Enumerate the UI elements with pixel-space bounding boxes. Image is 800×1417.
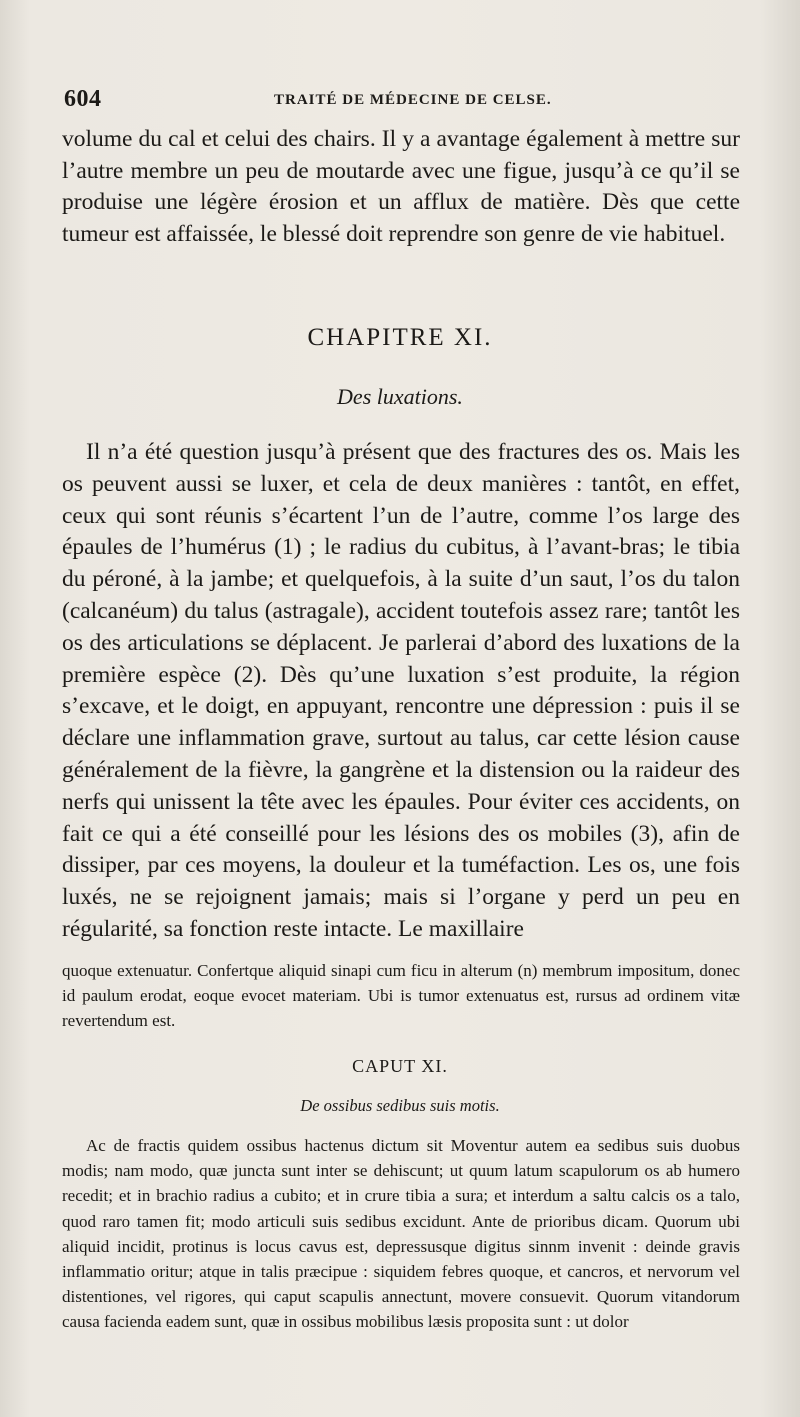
latin-continuation-block	[62, 958, 740, 1033]
page-header	[64, 86, 740, 116]
opening-paragraph-block	[62, 124, 740, 250]
running-head: TRAITÉ DE MÉDECINE DE CELSE.	[274, 92, 552, 108]
chapter-body	[62, 437, 740, 946]
caput-paragraph: Ac de fractis quidem ossibus hactenus dictum sit Moventur autem ea sedibus suis duobus modis; nam modo, quæ juncta sunt inter se dehiscunt; ut quum latum scapulorum os ab humero recedit; et in brachio radius a cubito; et in crure tibia a sura; et interdum a saltu calcis os a talo, quod raro tamen fit; modo articuli suis sedibus excidunt. Ante de prioribus dicam. Quorum ubi aliquid incidit, protinus is locus cavus est, depressusque digitus sinnm invenit : deinde gravis inflammatio oritur; atque in talis præcipue : siquidem febres quoque, et cancros, et nervorum vel distentiones, vel rigores, qui caput scapulis annectunt, movere consuevit. Quorum vitandorum causa facienda eadem sunt, quæ in ossibus mobilibus læsis proposita sunt : ut dolor	[62, 1136, 740, 1332]
chapter-paragraph: Il n’a été question jusqu’à présent que des fractures des os. Mais les os peuvent aussi se luxer, et cela de deux manières : tantôt, en effet, ceux qui sont réunis s’écartent l’un de l’autre, comme l’os large des épaules de l’humérus (1) ; le radius du cubitus, à l’avant-bras; le tibia du péroné, à la jambe; et quelquefois, à la suite d’un saut, l’os du talon (calcanéum) du talus (astragale), accident toutefois assez rare; tantôt les os des articulations se déplacent. Je parlerai d’abord des luxations de la première espèce (2). Dès qu’une luxation s’est produite, la région s’excave, et le doigt, en appuyant, rencontre une dépression : puis il se déclare une inflammation grave, surtout au talus, car cette lésion cause généralement de la fièvre, la gangrène et la distension ou la raideur des nerfs qui unissent la tête avec les épaules. Pour éviter ces accidents, on fait ce qui a été conseillé pour les lésions des os mobiles (3), afin de dissiper, par ces moyens, la douleur et la tuméfaction. Les os, une fois luxés, ne se rejoignent jamais; mais si l’organe y perd un peu en régularité, sa fonction reste intacte. Le maxillaire	[62, 439, 740, 942]
opening-paragraph: volume du cal et celui des chairs. Il y a avantage également à mettre sur l’autre membre un peu de moutarde avec une figue, jusqu’à ce qu’il se produise une légère érosion et un afflux de matière. Dès que cette tumeur est affaissée, le blessé doit reprendre son genre de vie habituel.	[62, 126, 740, 247]
latin-continuation: quoque extenuatur. Confertque aliquid sinapi cum ficu in alterum (n) membrum impositum, donec id paulum erodat, eoque evocet materiam. Ubi is tumor extenuatus est, rursus ad ordinem vitæ revertendum est.	[62, 961, 740, 1030]
caput-subtitle: De ossibus sedibus suis motis.	[300, 1096, 500, 1115]
caput-title: CAPUT XI.	[352, 1056, 448, 1076]
page-number: 604	[64, 86, 102, 112]
latin-body	[62, 1133, 740, 1335]
chapter-subtitle: Des luxations.	[337, 384, 463, 409]
chapter-title: CHAPITRE XI.	[307, 324, 493, 351]
